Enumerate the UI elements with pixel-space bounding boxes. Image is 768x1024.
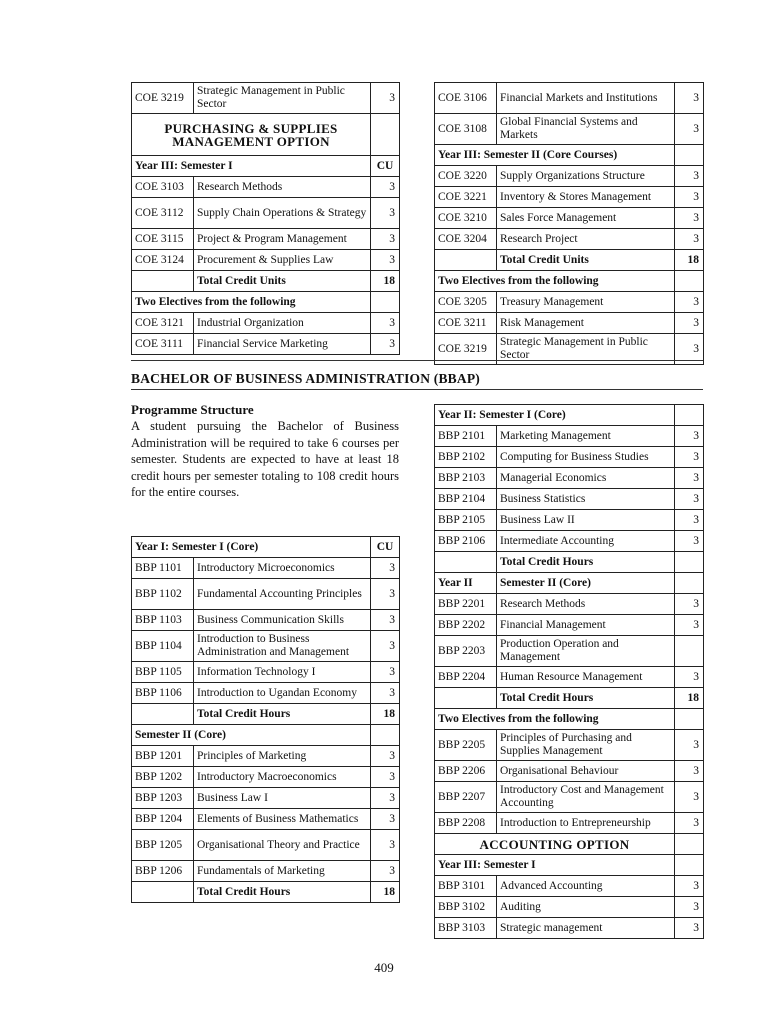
course-row [132,177,400,198]
course-code: COE 3204 [435,229,497,250]
course-title: Auditing [497,897,675,918]
course-row [132,861,400,882]
credit-units: 3 [371,177,400,198]
course-code: BBP 2101 [435,426,497,447]
year2-courses-table [434,404,704,939]
total-label: Total Credit Units [194,271,371,292]
total-credits: 18 [675,688,704,709]
credit-units: 3 [675,813,704,834]
course-title: Industrial Organization [194,313,371,334]
credit-units: 3 [675,292,704,313]
course-code: BBP 1203 [132,788,194,809]
credit-units: 3 [371,830,400,861]
course-row [132,809,400,830]
section-divider-bottom [131,389,703,390]
section-header: Two Electives from the following [435,709,675,730]
credit-units: 3 [675,83,704,114]
course-title: Introduction to Ugandan Economy [194,683,371,704]
course-row [132,631,400,662]
course-row [435,782,704,813]
course-title: Organisational Behaviour [497,761,675,782]
option-heading-row [132,114,400,156]
credit-units: 3 [675,489,704,510]
credit-units: 3 [371,861,400,882]
course-code: BBP 3101 [435,876,497,897]
credit-units: 3 [675,208,704,229]
course-row [435,166,704,187]
course-code: BBP 2103 [435,468,497,489]
credit-units: 3 [675,782,704,813]
cu-header [675,405,704,426]
course-row [435,468,704,489]
credit-units: 3 [371,746,400,767]
course-code: BBP 1105 [132,662,194,683]
section-header-row [132,537,400,558]
empty-cell [435,250,497,271]
course-title: Intermediate Accounting [497,531,675,552]
credit-units: 3 [675,876,704,897]
cu-header [675,573,704,594]
course-code: BBP 1206 [132,861,194,882]
section-header-row [132,725,400,746]
course-row [132,229,400,250]
section-header-row [435,145,704,166]
credit-units: 3 [675,468,704,489]
course-code: BBP 2204 [435,667,497,688]
empty-cell [435,552,497,573]
credit-units: 3 [371,579,400,610]
course-code: COE 3112 [132,198,194,229]
section-header-row [435,855,704,876]
credit-units: 3 [371,809,400,830]
course-title: Business Law I [194,788,371,809]
credit-units: 3 [675,229,704,250]
credit-units: 3 [675,114,704,145]
course-title: Business Statistics [497,489,675,510]
credit-units: 3 [371,334,400,355]
course-row [132,198,400,229]
course-title: Global Financial Systems and Markets [497,114,675,145]
section-header-row [435,709,704,730]
course-row [132,579,400,610]
section-header: Two Electives from the following [435,271,675,292]
semester-label: Semester II (Core) [497,573,675,594]
total-label: Total Credit Hours [194,704,371,725]
course-title: Risk Management [497,313,675,334]
course-title: Introductory Cost and Management Accounting [497,782,675,813]
course-row [435,447,704,468]
course-row [435,615,704,636]
section-header: Year III: Semester I [435,855,675,876]
credit-units: 3 [675,334,704,365]
course-code: COE 3219 [435,334,497,365]
course-title: Computing for Business Studies [497,447,675,468]
total-label: Total Credit Hours [194,882,371,903]
cu-header [675,709,704,730]
course-code: BBP 2205 [435,730,497,761]
course-code: COE 3106 [435,83,497,114]
course-row [435,510,704,531]
credit-units: 3 [675,426,704,447]
year3-semester2-table [434,82,704,365]
cu-header: CU [371,537,400,558]
course-row [132,683,400,704]
total-label: Total Credit Hours [497,688,675,709]
course-title: Business Communication Skills [194,610,371,631]
course-row [435,667,704,688]
course-code: BBP 2201 [435,594,497,615]
course-title: Financial Service Marketing [194,334,371,355]
total-credits: 18 [675,250,704,271]
total-label: Total Credit Units [497,250,675,271]
credit-units: 3 [371,313,400,334]
credit-units: 3 [675,615,704,636]
course-title: Project & Program Management [194,229,371,250]
course-code: BBP 1106 [132,683,194,704]
page-number: 409 [374,960,394,975]
course-title: Research Methods [194,177,371,198]
credit-units: 3 [675,918,704,939]
course-row [132,746,400,767]
course-code: BBP 2208 [435,813,497,834]
total-row [435,552,704,573]
course-code: BBP 2102 [435,447,497,468]
course-row [435,636,704,667]
course-row [132,767,400,788]
credit-units: 3 [371,788,400,809]
section-title: BACHELOR OF BUSINESS ADMINISTRATION (BBAP) [131,371,480,386]
section-header: Semester II (Core) [132,725,371,746]
credit-units: 3 [371,229,400,250]
course-row [132,610,400,631]
course-code: COE 3219 [132,83,194,114]
total-row [132,704,400,725]
course-title: Organisational Theory and Practice [194,830,371,861]
credit-units [675,636,704,667]
course-row [435,187,704,208]
course-title: Human Resource Management [497,667,675,688]
course-row [435,83,704,114]
course-title: Supply Chain Operations & Strategy [194,198,371,229]
course-title: Managerial Economics [497,468,675,489]
section-divider-top [131,360,703,361]
course-title: Research Project [497,229,675,250]
course-title: Strategic Management in Public Sector [194,83,371,114]
cu-header [675,271,704,292]
section-header: Year III: Semester II (Core Courses) [435,145,675,166]
cu-header [675,855,704,876]
credit-units: 3 [371,610,400,631]
course-code: COE 3210 [435,208,497,229]
course-code: BBP 3103 [435,918,497,939]
course-title: Strategic Management in Public Sector [497,334,675,365]
credit-units: 3 [371,83,400,114]
course-code: BBP 2105 [435,510,497,531]
section-header: Year II: Semester I (Core) [435,405,675,426]
course-code: BBP 3102 [435,897,497,918]
section-header-row [132,292,400,313]
course-code: BBP 2206 [435,761,497,782]
course-row [132,788,400,809]
course-row [132,830,400,861]
course-title: Advanced Accounting [497,876,675,897]
course-row [435,114,704,145]
course-code: BBP 2202 [435,615,497,636]
course-row [435,594,704,615]
course-code: BBP 1204 [132,809,194,830]
credit-units: 3 [675,594,704,615]
total-row [435,688,704,709]
empty-cell [132,882,194,903]
course-row [435,229,704,250]
course-title: Supply Organizations Structure [497,166,675,187]
course-row [132,662,400,683]
course-title: Information Technology I [194,662,371,683]
cu-header [371,292,400,313]
course-row [435,813,704,834]
course-code: BBP 1103 [132,610,194,631]
course-code: BBP 2203 [435,636,497,667]
year-label: Year II [435,573,497,594]
course-code: BBP 1104 [132,631,194,662]
course-row [132,313,400,334]
cu-header: CU [371,156,400,177]
course-code: COE 3111 [132,334,194,355]
course-title: Fundamentals of Marketing [194,861,371,882]
course-code: BBP 2207 [435,782,497,813]
course-title: Introduction to Business Administration and Management [194,631,371,662]
course-title: Introductory Macroeconomics [194,767,371,788]
credit-units: 3 [371,558,400,579]
course-title: Principles of Purchasing and Supplies Management [497,730,675,761]
course-code: COE 3221 [435,187,497,208]
credit-units: 3 [675,667,704,688]
course-row [435,313,704,334]
course-row [132,250,400,271]
course-row [132,558,400,579]
section-header: Year I: Semester I (Core) [132,537,371,558]
course-row [435,489,704,510]
total-credits [675,552,704,573]
course-title: Financial Markets and Institutions [497,83,675,114]
section-header-row [435,573,704,594]
section-header: Two Electives from the following [132,292,371,313]
credit-units: 3 [371,662,400,683]
purchasing-supplies-table [131,82,400,355]
course-code: COE 3108 [435,114,497,145]
course-title: Research Methods [497,594,675,615]
course-code: COE 3103 [132,177,194,198]
section-header-row [132,156,400,177]
course-code: BBP 1201 [132,746,194,767]
course-title: Financial Management [497,615,675,636]
course-code: BBP 2104 [435,489,497,510]
credit-units: 3 [675,761,704,782]
course-code: BBP 1101 [132,558,194,579]
course-title: Introduction to Entrepreneurship [497,813,675,834]
credit-units: 3 [371,198,400,229]
course-title: Fundamental Accounting Principles [194,579,371,610]
empty-cell [435,688,497,709]
total-credits: 18 [371,704,400,725]
course-title: Production Operation and Management [497,636,675,667]
course-row [435,531,704,552]
total-row [132,271,400,292]
credit-units: 3 [675,730,704,761]
cu-header [371,725,400,746]
section-header: Year III: Semester I [132,156,371,177]
course-row [435,208,704,229]
section-header-row [435,405,704,426]
credit-units: 3 [371,250,400,271]
empty-cell [132,704,194,725]
course-row [435,761,704,782]
cu-header [675,145,704,166]
empty-cell [132,271,194,292]
course-title: Introductory Microeconomics [194,558,371,579]
total-row [435,250,704,271]
credit-units: 3 [675,187,704,208]
option-heading: PURCHASING & SUPPLIES MANAGEMENT OPTION [132,114,371,156]
credit-units: 3 [371,631,400,662]
course-code: COE 3205 [435,292,497,313]
course-code: COE 3115 [132,229,194,250]
course-title: Strategic management [497,918,675,939]
total-credits: 18 [371,271,400,292]
course-row [435,918,704,939]
empty-cell [675,834,704,855]
credit-units: 3 [371,683,400,704]
programme-structure-heading: Programme Structure [131,402,254,417]
course-code: BBP 1205 [132,830,194,861]
credit-units: 3 [675,313,704,334]
credit-units: 3 [675,510,704,531]
option-heading-row [435,834,704,855]
course-row [435,426,704,447]
course-code: BBP 1102 [132,579,194,610]
course-title: Sales Force Management [497,208,675,229]
credit-units: 3 [675,531,704,552]
credit-units: 3 [371,767,400,788]
course-code: BBP 2106 [435,531,497,552]
option-heading: ACCOUNTING OPTION [435,834,675,855]
course-row [132,83,400,114]
course-code: COE 3220 [435,166,497,187]
course-title: Business Law II [497,510,675,531]
course-row [132,334,400,355]
course-row [435,292,704,313]
course-row [435,897,704,918]
credit-units: 3 [675,166,704,187]
course-title: Marketing Management [497,426,675,447]
total-credits: 18 [371,882,400,903]
course-row [435,730,704,761]
credit-units: 3 [675,447,704,468]
course-title: Treasury Management [497,292,675,313]
course-title: Principles of Marketing [194,746,371,767]
total-label: Total Credit Hours [497,552,675,573]
programme-structure-text: A student pursuing the Bachelor of Business Administration will be required to take 6 courses per semester. Students are expected to have at least 18 credit hours per semester totaling to 108 credit hours for the entire courses. [131,419,399,499]
course-code: COE 3211 [435,313,497,334]
course-title: Procurement & Supplies Law [194,250,371,271]
course-code: COE 3121 [132,313,194,334]
course-title: Inventory & Stores Management [497,187,675,208]
course-row [435,876,704,897]
year1-courses-table [131,536,400,903]
total-row [132,882,400,903]
course-title: Elements of Business Mathematics [194,809,371,830]
section-header-row [435,271,704,292]
credit-units: 3 [675,897,704,918]
empty-cell [371,114,400,156]
course-code: COE 3124 [132,250,194,271]
course-code: BBP 1202 [132,767,194,788]
